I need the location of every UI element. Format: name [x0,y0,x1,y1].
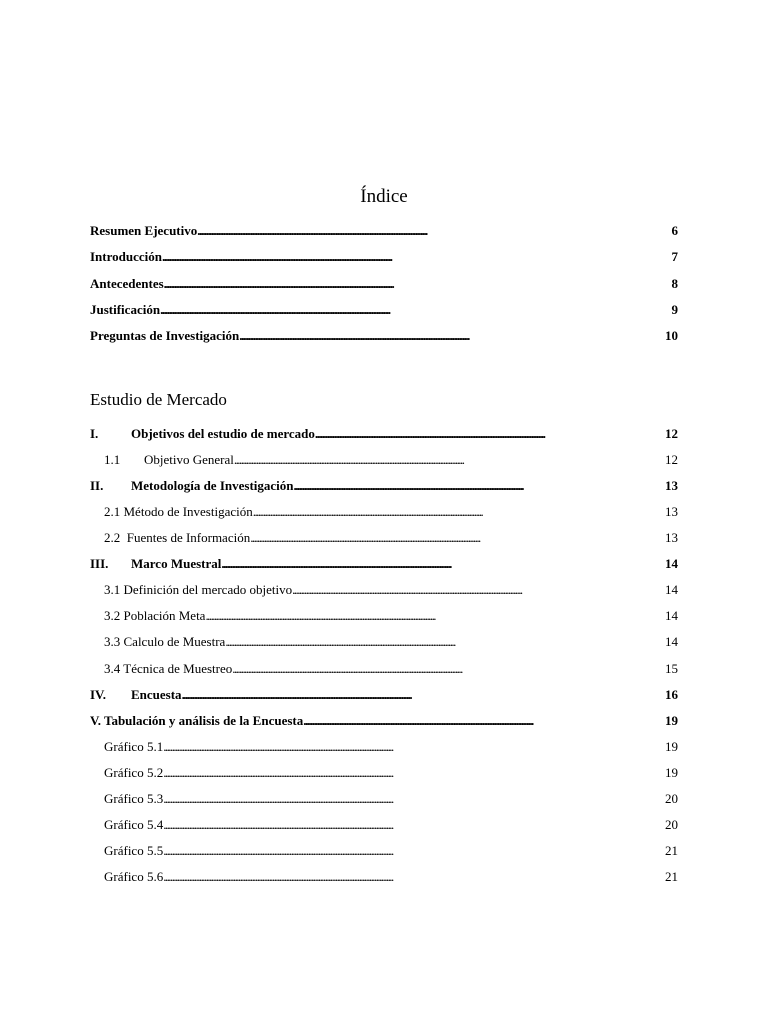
dot-leader [225,633,663,651]
toc-entry-page: 20 [665,817,678,832]
toc-entry-page: 19 [665,713,678,728]
toc-entry-page: 14 [665,634,678,649]
toc-entry-page: 13 [665,530,678,545]
toc-entry-label: Antecedentes [90,276,164,291]
dot-leader [315,425,663,443]
toc-entry-label: 2.1 Método de Investigación [104,504,253,519]
dot-leader [163,816,663,834]
toc-entry[interactable] [90,248,678,266]
dot-leader [197,222,669,240]
toc-entry[interactable] [104,529,678,547]
toc-entry-page: 8 [671,276,678,291]
toc-entry-number: 1.1 [104,452,121,467]
toc-entry-page: 14 [665,582,678,597]
dot-leader [162,248,670,266]
toc-entry-label: Objetivos del estudio de mercado [131,426,315,441]
toc-entry-label: Gráfico 5.4 [104,817,164,832]
toc-entry[interactable] [90,327,678,345]
toc-entry[interactable] [104,816,678,834]
toc-entry-number: III. [90,556,109,571]
section-heading: Estudio de Mercado [90,390,227,409]
toc-entry-label: Encuesta [131,687,182,702]
dot-leader [163,842,663,860]
toc-entry-page: 14 [665,556,678,571]
dot-leader [163,764,663,782]
toc-entry[interactable] [104,842,678,860]
toc-entry[interactable] [90,425,678,443]
toc-entry-page: 12 [665,426,678,441]
toc-entry-page: 20 [665,791,678,806]
dot-leader [163,868,663,886]
toc-entry-label: Justificación [90,302,161,317]
dot-leader [303,712,663,730]
toc-entry-page: 14 [665,608,678,623]
toc-entry-page: 13 [665,504,678,519]
toc-entry-label: Resumen Ejecutivo [90,223,198,238]
toc-entry-label: Gráfico 5.5 [104,843,164,858]
toc-entry-label: Introducción [90,249,162,264]
toc-entry[interactable] [104,503,678,521]
toc-entry[interactable] [104,764,678,782]
dot-leader [205,607,663,625]
toc-entry[interactable] [104,633,678,651]
toc-entry-page: 19 [665,765,678,780]
toc-entry[interactable] [90,301,678,319]
toc-entry-page: 19 [665,739,678,754]
toc-entry[interactable] [104,660,678,678]
toc-entry-label: V. Tabulación y análisis de la Encuesta [90,713,304,728]
toc-entry[interactable] [90,686,678,704]
toc-entry[interactable] [104,868,678,886]
toc-entry[interactable] [90,477,678,495]
toc-entry-page: 16 [665,687,678,702]
dot-leader [163,790,663,808]
toc-entry[interactable] [104,451,678,469]
dot-leader [239,327,663,345]
toc-entry[interactable] [104,581,678,599]
toc-entry[interactable] [104,607,678,625]
toc-entry-label: 2.2 Fuentes de Información [104,530,251,545]
dot-leader [294,477,664,495]
dot-leader [253,503,663,521]
dot-leader [221,555,663,573]
dot-leader [234,451,663,469]
toc-entry[interactable] [90,555,678,573]
toc-entry[interactable] [104,790,678,808]
page-title: Índice [360,186,408,207]
toc-entry[interactable] [104,738,678,756]
toc-entry-page: 21 [665,843,678,858]
toc-entry-label: 3.2 Población Meta [104,608,206,623]
toc-entry-page: 6 [671,223,678,238]
toc-entry-page: 13 [665,478,678,493]
toc-entry-label: Gráfico 5.3 [104,791,164,806]
toc-entry-page: 7 [671,249,678,264]
toc-entry-page: 21 [665,869,678,884]
toc-entry-page: 10 [665,328,678,343]
toc-entry-label: Objetivo General [144,452,234,467]
dot-leader [163,738,663,756]
toc-entry-label: Preguntas de Investigación [90,328,240,343]
toc-entry[interactable] [90,222,678,240]
dot-leader [292,581,663,599]
dot-leader [164,275,670,293]
toc-entry-page: 9 [671,302,678,317]
dot-leader [182,686,663,704]
toc-entry-label: 3.3 Calculo de Muestra [104,634,226,649]
toc-entry[interactable] [90,712,678,730]
toc-entry-page: 12 [665,452,678,467]
toc-entry-label: Marco Muestral [131,556,222,571]
dot-leader [160,301,669,319]
toc-entry-number: IV. [90,687,107,702]
toc-entry-label: Metodología de Investigación [131,478,294,493]
toc-entry-label: Gráfico 5.1 [104,739,164,754]
toc-entry-label: Gráfico 5.6 [104,869,164,884]
dot-leader [232,660,663,678]
dot-leader [250,529,663,547]
toc-entry-label: 3.1 Definición del mercado objetivo [104,582,293,597]
toc-entry-label: Gráfico 5.2 [104,765,164,780]
toc-entry-label: 3.4 Técnica de Muestreo [104,661,233,676]
toc-entry-page: 15 [665,661,678,676]
toc-entry-number: II. [90,478,104,493]
toc-entry[interactable] [90,275,678,293]
toc-entry-number: I. [90,426,99,441]
